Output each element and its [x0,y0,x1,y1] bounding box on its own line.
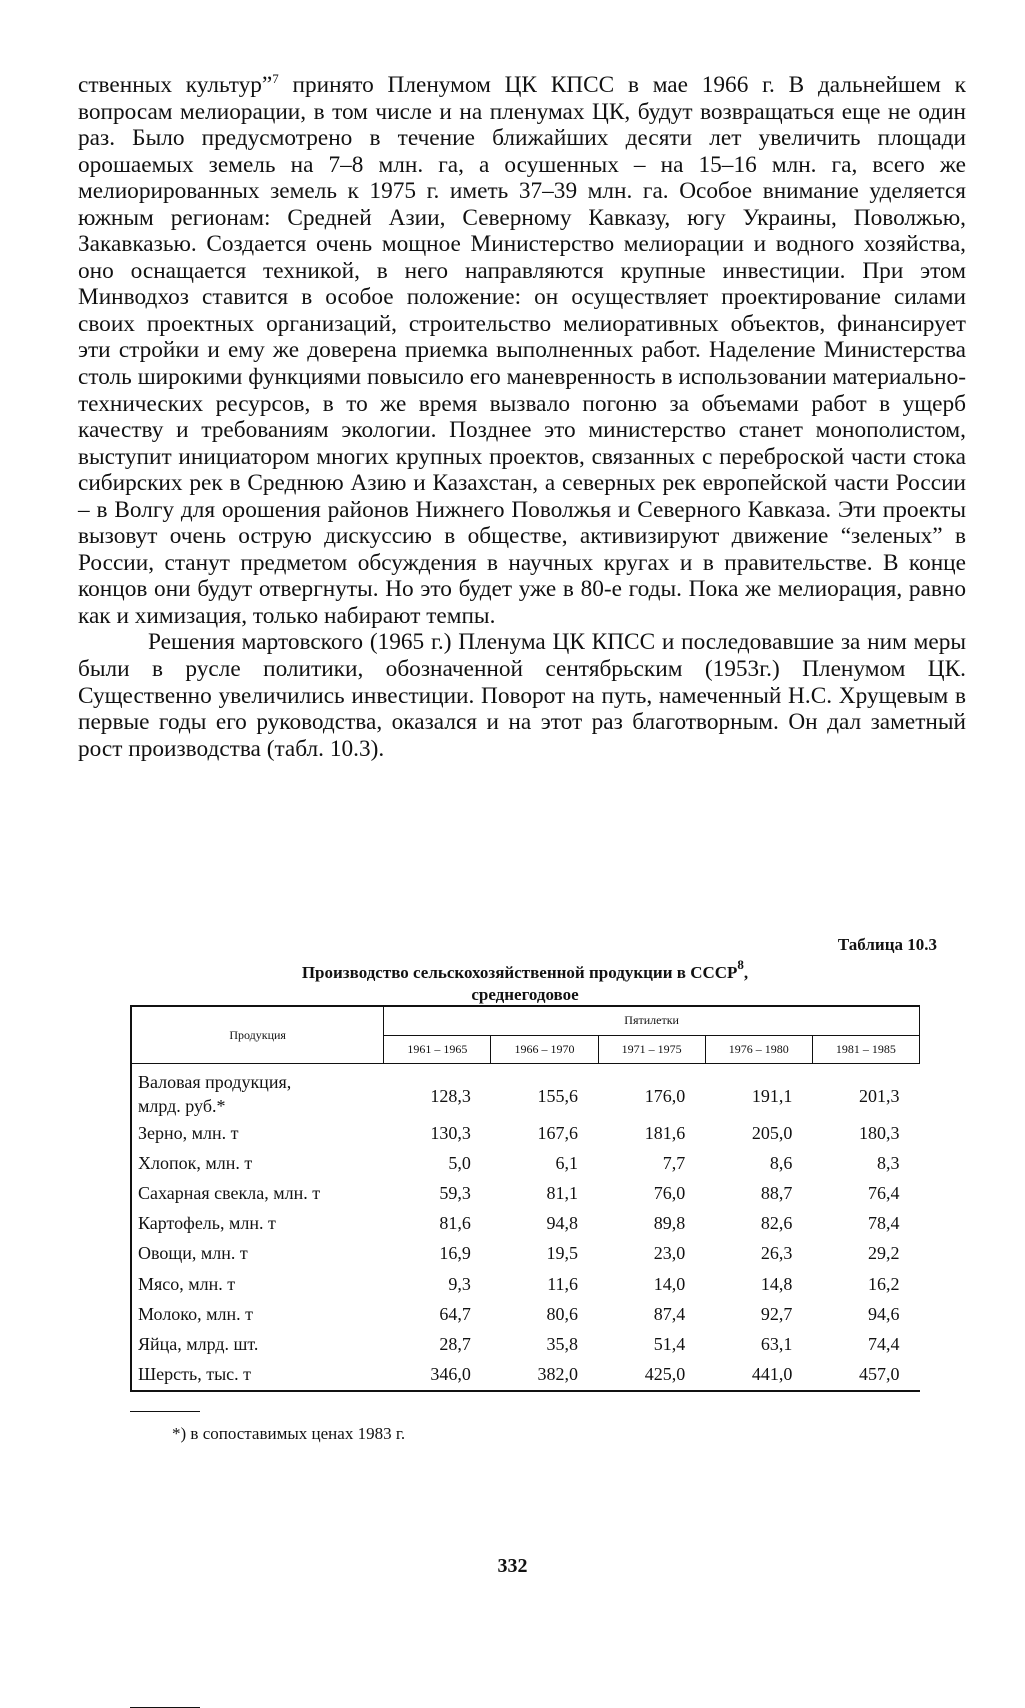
header-year: 1981 – 1985 [812,1035,919,1064]
production-table [130,1005,920,1392]
cell-value: 176,0 [644,1085,686,1106]
row-product: Сахарная свекла, млн. т [138,1182,321,1203]
paragraph-2: Решения мартовского (1965 г.) Пленума ЦК КПСС и последовавшие за ним меры были в русле политики, обозначенной сентябрьским (1953г.) Пленумом ЦК. Существенно увеличились инвестиции. Поворот на путь, намеченный Н.С. Хрущевым в первые годы его руководства, оказался и на этот раз благотворным. Он дал заметный рост производства (табл. 10.3). [78,629,966,762]
footnote-separator [130,1411,200,1412]
cell-value: 14,8 [760,1273,793,1294]
cell-value: 28,7 [439,1333,471,1354]
cell-value: 26,3 [760,1243,793,1264]
cell-value: 11,6 [547,1273,579,1294]
row-product: Шерсть, тыс. т [138,1364,252,1385]
row-product: Картофель, млн. т [138,1213,276,1234]
cell-value: 180,3 [859,1122,900,1143]
note-ref-7: 7 [272,71,279,86]
cell-value: 87,4 [653,1303,686,1324]
paragraph-1: ственных культур”$^7$ принято Пленумом ЦК КПСС в мае 1966 г. В дальнейшем к вопросам мелиорации, в том числе и на пленумах ЦК, будут возвращаться еще не один раз. Было предусмотрено в течение ближайших десяти лет увеличить площади орошаемых земель на 7–8 млн. га, а осушенных – на 15–16 млн. га, всего же мелиорированных земель к 1975 г. иметь 37–39 млн. га. Особое внимание уделяется южным регионам: Средней Азии, Северному Кавказу, югу Украины, Поволжью, Закавказью. Создается очень мощное Министерство мелиорации и водного хозяйства, оно оснащается техникой, в него направляются крупные инвестиции. При этом Минводхоз ставится в особое положение: он осуществляет проектирование силами своих проектных организаций, строительство мелиоративных объектов, финансирует эти стройки и ему же доверена приемка выполненных работ. Наделение Министерства столь широкими функциями повысило его маневренность в использовании материально-технических ресурсов, в то же время вызвало погоню за объемами работ в ущерб качеству и требованиям экологии. Позднее это министерство станет монополистом, выступит инициатором многих крупных проектов, связанных с переброской части стока сибирских рек в Среднюю Азию и Казахстан, а северных рек европейской части России – в Волгу для орошения районов Нижнего Поволжья и Северного Кавказа. Эти проекты вызовут очень острую дискуссию в обществе, активизируют движение “зеленых” в России, станут предметом обсуждения в научных кругах и в правительстве. В конце концов они будут отвергнуты. Но это будет уже в 80-е годы. Пока же мелиорация, равно как и химизация, только набирают темпы. [78,71,966,629]
cell-value: 51,4 [653,1333,686,1354]
cell-value: 82,6 [760,1213,793,1234]
cell-value: 346,0 [430,1364,471,1385]
header-year: 1976 – 1980 [705,1035,812,1064]
cell-value: 181,6 [644,1122,686,1143]
cell-value: 128,3 [430,1085,471,1106]
cell-value: 35,8 [546,1333,579,1354]
header-period: Пятилетки [384,1006,920,1035]
table-row [131,1299,920,1329]
cell-value: 59,3 [439,1182,471,1203]
cell-value: 80,6 [546,1303,579,1324]
table-row [131,1269,920,1299]
table-row [131,1064,920,1119]
cell-value: 94,6 [868,1303,900,1324]
body-text [78,72,966,762]
cell-value: 457,0 [859,1364,900,1385]
cell-value: 201,3 [859,1085,900,1106]
row-product: Мясо, млн. т [138,1273,236,1294]
cell-value: 16,9 [439,1243,471,1264]
cell-value: 8,3 [877,1152,900,1173]
header-product: Продукция [131,1006,384,1064]
header-year: 1971 – 1975 [598,1035,705,1064]
cell-value: 9,3 [448,1273,471,1294]
table-title: Производство сельскохозяйственной продукции в СССР$^8$, среднегодовое [301,957,749,1004]
cell-value: 76,0 [653,1182,686,1203]
cell-value: 23,0 [653,1243,686,1264]
table-footnote: *) в сопоставимых ценах 1983 г. [172,1424,406,1443]
cell-value: 6,1 [555,1152,579,1173]
table-row [131,1329,920,1359]
cell-value: 81,6 [439,1213,471,1234]
cell-value: 74,4 [868,1333,900,1354]
cell-value: 167,6 [537,1122,579,1143]
note-ref-8: 8 [737,957,744,972]
page-number: 332 [497,1555,528,1577]
header-year: 1961 – 1965 [384,1035,491,1064]
cell-value: 5,0 [448,1152,471,1173]
table-label: Таблица 10.3 [837,935,937,954]
cell-value: 441,0 [751,1364,793,1385]
header-year: 1966 – 1970 [491,1035,598,1064]
cell-value: 16,2 [868,1273,900,1294]
cell-value: 191,1 [751,1085,793,1106]
row-product: Молоко, млн. т [138,1303,254,1324]
table-row [131,1178,920,1208]
row-product: Хлопок, млн. т [138,1152,253,1173]
cell-value: 89,8 [653,1213,686,1234]
cell-value: 19,5 [546,1243,579,1264]
table-row [131,1360,920,1391]
cell-value: 155,6 [537,1085,579,1106]
cell-value: 382,0 [537,1364,579,1385]
cell-value: 205,0 [751,1122,793,1143]
cell-value: 78,4 [868,1213,900,1234]
cell-value: 425,0 [644,1364,686,1385]
row-product: Зерно, млн. т [138,1122,239,1143]
cell-value: 29,2 [868,1243,900,1264]
table-row [131,1118,920,1148]
table-row [131,1209,920,1239]
cell-value: 130,3 [430,1122,471,1143]
cell-value: 14,0 [653,1273,686,1294]
cell-value: 8,6 [769,1152,793,1173]
cell-value: 88,7 [760,1182,793,1203]
row-product: Валовая продукция, млрд. руб.* [138,1072,292,1116]
cell-value: 64,7 [439,1303,471,1324]
cell-value: 92,7 [760,1303,793,1324]
cell-value: 63,1 [760,1333,793,1354]
table-row [131,1148,920,1178]
table-row [131,1239,920,1269]
row-product: Яйца, млрд. шт. [138,1333,259,1354]
cell-value: 7,7 [662,1152,686,1173]
cell-value: 76,4 [868,1182,900,1203]
row-product: Овощи, млн. т [138,1243,248,1264]
cell-value: 94,8 [546,1213,579,1234]
cell-value: 81,1 [546,1182,579,1203]
